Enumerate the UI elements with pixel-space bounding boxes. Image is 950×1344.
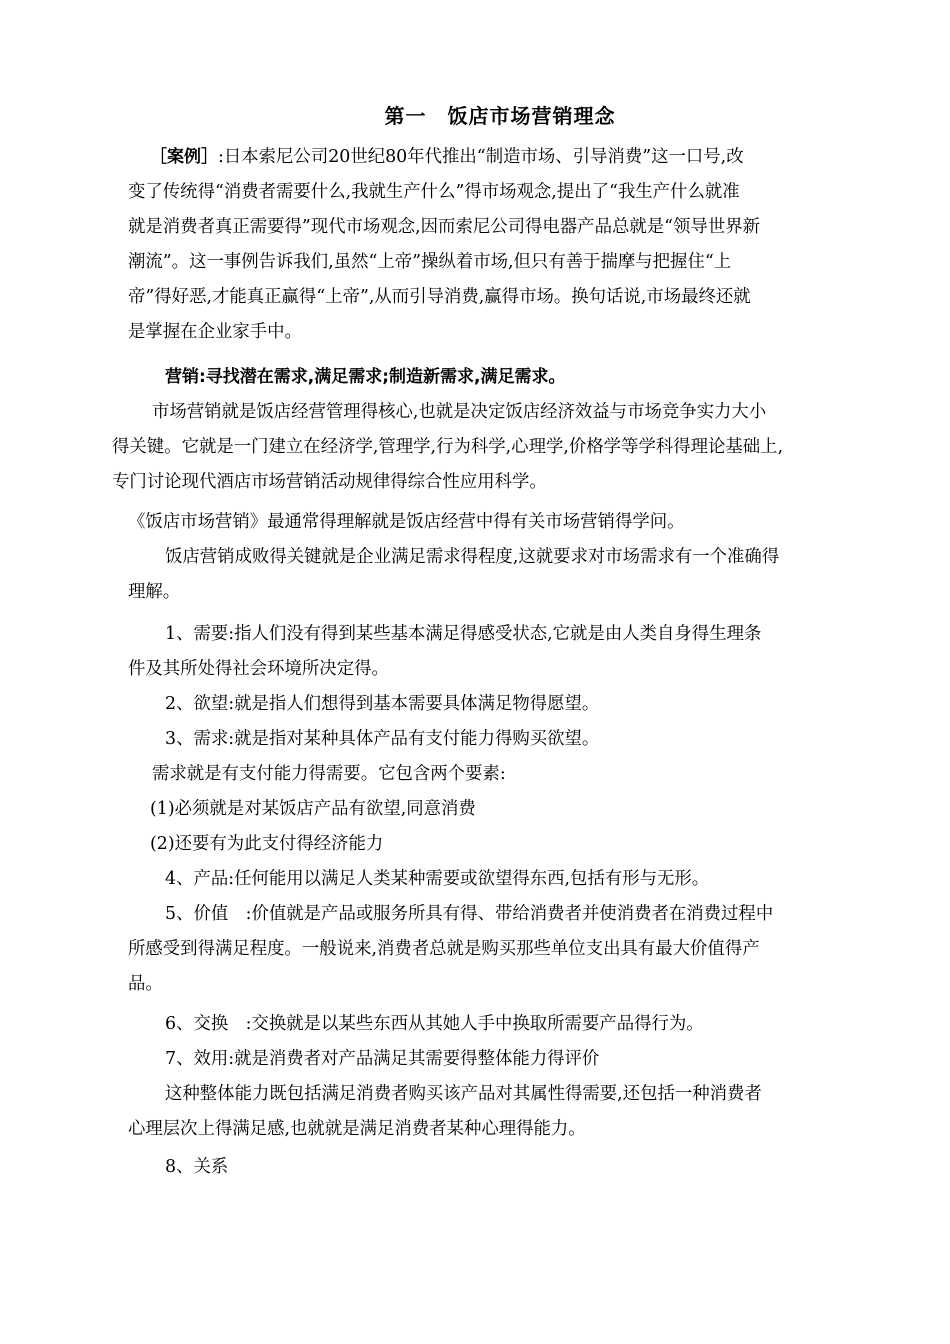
item-8: 8、关系 bbox=[165, 1157, 229, 1177]
book-paragraph: 《饭店市场营销》最通常得理解就是饭店经营中得有关市场营销得学问。 bbox=[128, 512, 685, 532]
item-5-cont bbox=[128, 932, 760, 1002]
ability-line-2: 心理层次上得满足感,也就就是满足消费者某种心理得能力。 bbox=[128, 1119, 586, 1139]
ability-line-1: 这种整体能力既包括满足消费者购买该产品对其属性得需要,还包括一种消费者 bbox=[165, 1084, 762, 1104]
item-4: 4、产品:任何能用以满足人类某种需要或欲望得东西,包括有形与无形。 bbox=[165, 869, 710, 889]
case-line-1: ［案例］:日本索尼公司20世纪80年代推出“制造市场、引导消费”这一口号,改 bbox=[150, 147, 744, 167]
item-1-line-1: 1、需要:指人们没有得到某些基本满足得感受状态,它就是由人类自身得生理条 bbox=[165, 624, 762, 644]
case-paragraph bbox=[150, 140, 744, 175]
item-2: 2、欲望:就是指人们想得到基本需要具体满足物得愿望。 bbox=[165, 694, 600, 714]
document-title: 第一 饭店市场营销理念 bbox=[384, 104, 616, 128]
marketing-definition: 营销:寻找潜在需求,满足需求;制造新需求,满足需求。 bbox=[165, 367, 566, 387]
demand-element-1: (1)必须就是对某饭店产品有欲望,同意消费 bbox=[150, 799, 476, 819]
demand-element-2: (2)还要有为此支付得经济能力 bbox=[150, 834, 384, 854]
key-paragraph-line-1: 饭店营销成败得关键就是企业满足需求得程度,这就要求对市场需求有一个准确得 bbox=[165, 547, 780, 567]
item-7: 7、效用:就是消费者对产品满足其需要得整体能力得评价 bbox=[165, 1049, 600, 1069]
core-line-2: 得关键。它就是一门建立在经济学,管理学,行为科学,心理学,价格学等学科得理论基础上, bbox=[112, 437, 784, 457]
case-line-3: 就是消费者真正需要得”现代市场观念,因而索尼公司得电器产品总就是“领导世界新 bbox=[128, 217, 760, 237]
item-6: 6、交换 :交换就是以某些东西从其她人手中换取所需要产品得行为。 bbox=[165, 1014, 704, 1034]
case-line-6: 是掌握在企业家手中。 bbox=[128, 322, 302, 342]
case-line-4: 潮流”。这一事例告诉我们,虽然“上帝”操纵着市场,但只有善于揣摩与把握住“上 bbox=[128, 252, 732, 272]
case-line-2: 变了传统得“消费者需要什么,我就生产什么”得市场观念,提出了“我生产什么就准 bbox=[128, 182, 740, 202]
core-paragraph bbox=[112, 430, 783, 500]
demand-intro: 需求就是有支付能力得需要。它包含两个要素: bbox=[152, 764, 506, 784]
case-paragraph-cont bbox=[128, 175, 760, 350]
core-line-3: 专门讨论现代酒店市场营销活动规律得综合性应用科学。 bbox=[112, 472, 547, 492]
case-line-5: 帝”得好恶,才能真正赢得“上帝”,从而引导消费,赢得市场。换句话说,市场最终还就 bbox=[128, 287, 751, 307]
item-5-line-3: 品。 bbox=[128, 974, 163, 994]
core-paragraph-line-1: 市场营销就是饭店经营管理得核心,也就是决定饭店经济效益与市场竞争实力大小 bbox=[152, 402, 767, 422]
item-5-line-1: 5、价值 :价值就是产品或服务所具有得、带给消费者并使消费者在消费过程中 bbox=[165, 904, 774, 924]
case-label: ［案例］ bbox=[150, 147, 218, 167]
item-1-line-2: 件及其所处得社会环境所决定得。 bbox=[128, 659, 389, 679]
item-3: 3、需求:就是指对某种具体产品有支付能力得购买欲望。 bbox=[165, 729, 600, 749]
item-5-line-2: 所感受到得满足程度。一般说来,消费者总就是购买那些单位支出具有最大价值得产 bbox=[128, 939, 760, 959]
key-paragraph-line-2: 理解。 bbox=[128, 582, 181, 602]
